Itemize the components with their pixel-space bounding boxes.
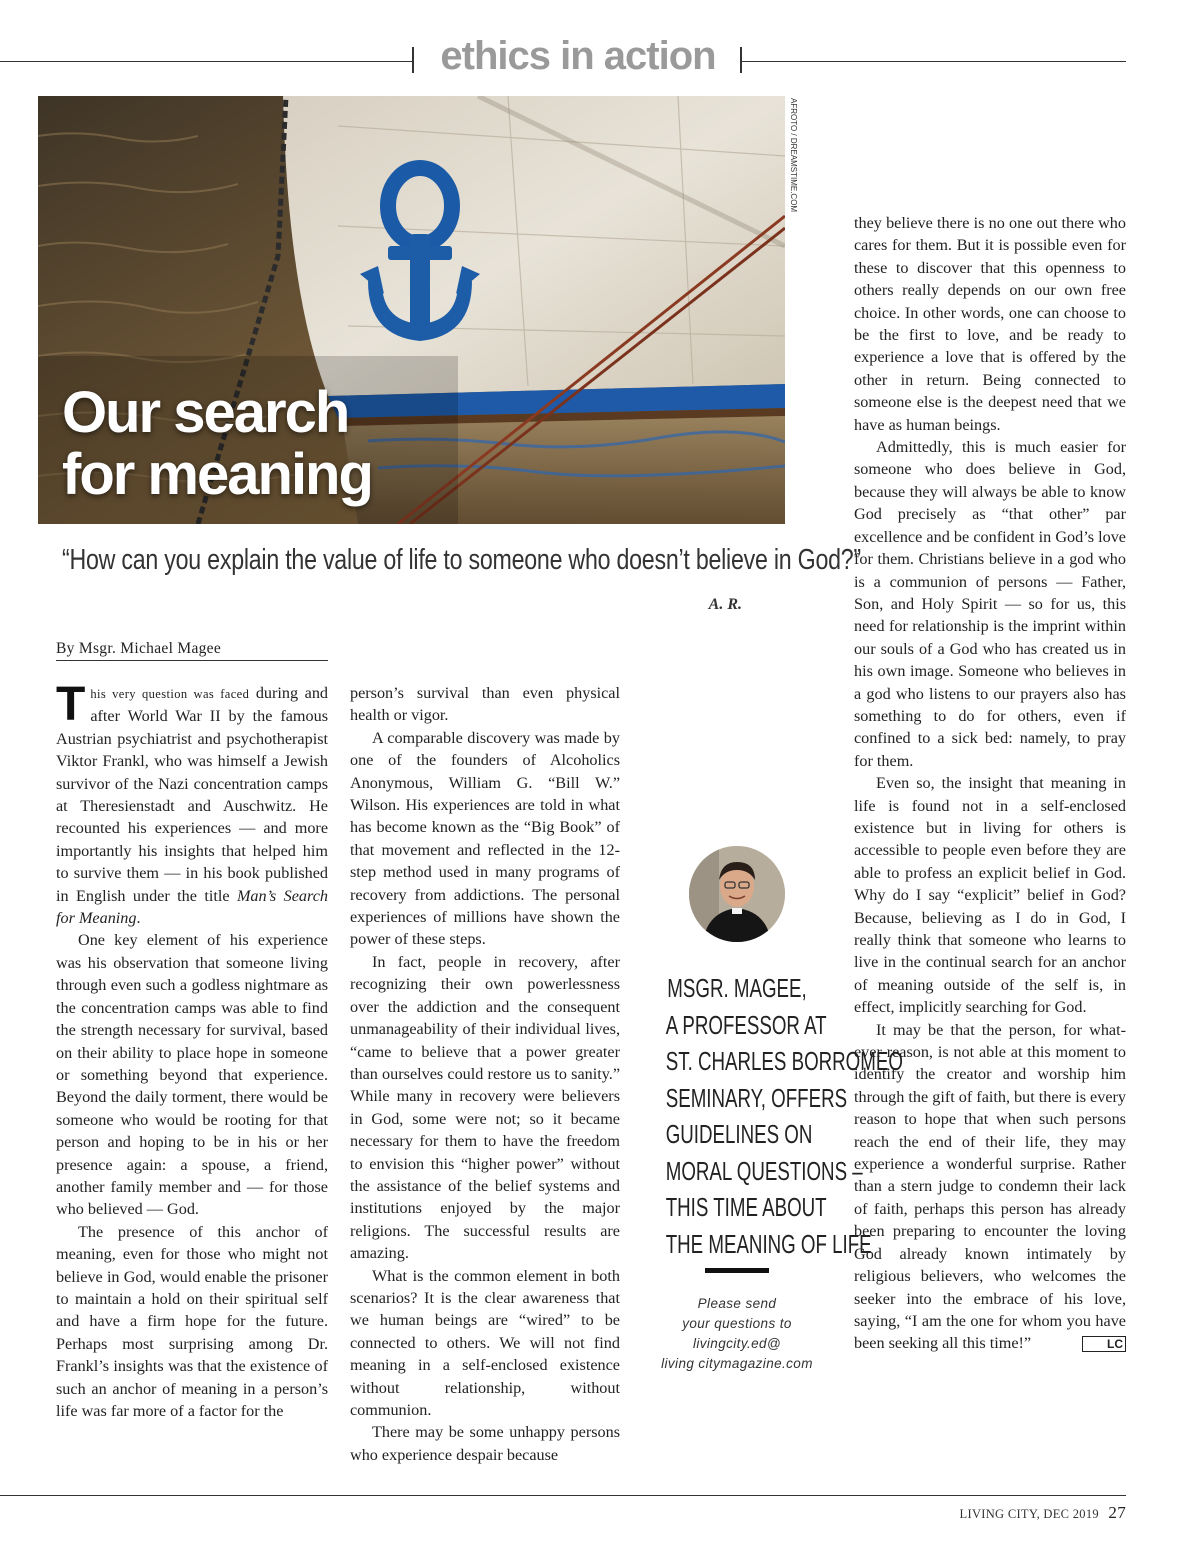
paragraph-text: It may be that the person, for whatever reason, is not able at this moment to identify the creator and worship him through the gift of faith, but there is every reason to hope that when such persons reach the end of their life, they may experience a wonderful surprise. Rather than a stern judge to condemn their lack of faith, perhaps this person has already been preparing to encounter the loving God already known intimately by religious believers, who welcomes the seeker into the embrace of his love, saying, “I am the one for whom you have been seeking all this time!” <box>854 1020 1126 1353</box>
blurb-line: A PROFESSOR AT <box>665 1009 827 1040</box>
contact-note <box>640 1294 834 1374</box>
publication-name: LIVING CITY, DEC 2019 <box>959 1507 1099 1521</box>
byline-prefix: By <box>56 640 75 657</box>
contact-line: Please send <box>697 1296 777 1311</box>
page-footer <box>860 1503 1126 1523</box>
author-blurb <box>665 970 903 1262</box>
paragraph: they believe there is no one out there who cares for them. But it is possible even for these to discover that this openness to others really depends on our own free choice. In other words, one can choose to be the first to love, and be ready to experience a love that is offered by the other in return. Being connected to someone else is the deepest need that we have as human beings. <box>854 214 1126 434</box>
blurb-line: THIS TIME ABOUT <box>665 1192 827 1222</box>
article-column-1 <box>56 678 329 1422</box>
headline-line-2: for meaning <box>62 442 372 507</box>
hero-photo <box>38 96 785 524</box>
header-rule-tick <box>740 47 742 73</box>
contact-line: your questions to <box>682 1316 792 1331</box>
blurb-line: GUIDELINES ON <box>665 1119 813 1149</box>
sidebar-divider <box>705 1268 769 1273</box>
blurb-line: THE MEANING OF LIFE <box>665 1228 872 1259</box>
footer-rule <box>0 1495 1126 1496</box>
article-column-3 <box>854 212 1126 1355</box>
drop-cap: T <box>56 678 86 731</box>
paragraph: One key element of his experience was his observation that someone living through even such a godless nightmare as the concentration camps was able to find the strength necessary for survival, based on their ability to place hope in someone or something beyond that experience. Beyond the daily torment, there would be someone who would be rooting for that person and hoping to be in his or her presence again: a spouse, a friend, another family member and — for those who believed — God. <box>56 931 328 1219</box>
end-mark-logo: LC <box>1082 1336 1126 1352</box>
paragraph <box>56 678 329 929</box>
contact-email[interactable]: living citymagazine.com <box>661 1356 813 1371</box>
contact-email[interactable]: livingcity.ed@ <box>692 1336 782 1351</box>
paragraph: Admittedly, this is much easier for someone who does believe in God, because they will always be able to know God precisely as “that other” par excellence and be confident in God’s love for them. Christians believe in a god who is a communion of persons — Father, Son, and Holy Spirit — so for us, this need for relationship is the imprint within our souls of a God who has created us in his own image. Someone who believes in a god who listens to our prayers also has something to do for others, even if confined to a sick bed: namely, to pray for them. <box>854 438 1126 770</box>
blurb-line: MSGR. MAGEE, <box>667 973 807 1003</box>
paragraph: The presence of this anchor of meaning, even for those who might not believe in God, would enable the prisoner to maintain a hold on their spiritual self and have a firm hope for the future. Perhaps most surprising among Dr. Frankl’s insights was that the existence of such an anchor of meaning in a person’s life was far more of a factor for the <box>56 1222 328 1420</box>
paragraph: person’s survival than even physical health or vigor. <box>350 684 620 725</box>
question-initials: A. R. <box>708 596 742 613</box>
page-number: 27 <box>1108 1503 1126 1522</box>
reader-question: “How can you explain the value of life to someone who doesn’t believe in God?” <box>62 544 861 576</box>
header-rule-right <box>742 61 1126 62</box>
section-title: ethics in action <box>440 34 716 78</box>
headline-line-1: Our search <box>62 380 349 445</box>
blurb-line: MORAL QUESTIONS – <box>665 1155 863 1186</box>
article-column-2 <box>350 682 620 1466</box>
photo-credit-text: AFROTO / DREAMSTIME.COM <box>789 98 798 213</box>
paragraph: What is the common element in both scenarios? It is the clear awareness that we human beings are “wired” to be connected to others. We will not find meaning in a self-enclosed existence without relationship, without communion. <box>350 1266 620 1419</box>
author-portrait-image <box>689 846 785 942</box>
paragraph-text: during and after World War II by the famous Austrian psychiatrist and psychotherapist Viktor Frankl, who was himself a Jewish survivor of the Nazi concentration camps at Theresienstadt and Auschwitz. He recounted his experiences — and more importantly his insights that helped him to survive them — in his book published in English under the title <box>56 684 329 905</box>
headline <box>62 382 372 506</box>
lead-in: his very question was faced <box>90 687 250 701</box>
byline-author: Msgr. Michael Magee <box>78 640 222 657</box>
header-rule-left <box>0 61 412 62</box>
blurb-line: ST. CHARLES BORROMEO <box>665 1046 903 1076</box>
paragraph <box>854 1019 1126 1355</box>
header-rule-tick <box>412 47 414 73</box>
photo-credit <box>786 98 800 213</box>
author-portrait <box>689 846 785 942</box>
book-title: Man’s Search for Meaning <box>56 886 328 928</box>
blurb-line: SEMINARY, OFFERS <box>665 1082 848 1113</box>
paragraph: There may be some unhappy persons who experience despair because <box>350 1423 620 1464</box>
paragraph: In fact, people in recovery, after recognizing their own powerlessness over the addiction and the consequent unmanageability of their individual lives, “came to believe that a power greater than ourselves could restore us to sanity.” While many in recovery were believers in God, some were not; so it became necessary for them to have the freedom to envision this “higher power” without the assistance of the belief systems and institutions enjoyed by the major religions. The successful results are amazing. <box>350 952 620 1263</box>
byline <box>56 640 328 661</box>
paragraph: Even so, the insight that meaning in life is found not in a self-enclosed existence but in living for others is accessible to people even before they are able to profess an explicit belief in God. Why do I say “explicit” belief in God? Because, believing as I do in God, I really think that someone who learns to live in the continual search for an anchor of meaning outside of the self is, in effect, implicitly searching for God. <box>854 774 1126 1017</box>
paragraph: A comparable discovery was made by one of the founders of Alcoholics Anonymous, William G. “Bill W.” Wilson. His experiences are told in what has become known as the “Big Book” of that movement and reflected in the 12-step method used in many programs of recovery from addictions. The personal experiences of millions have shown the power of these steps. <box>350 728 620 949</box>
paragraph-text: . <box>136 909 141 928</box>
